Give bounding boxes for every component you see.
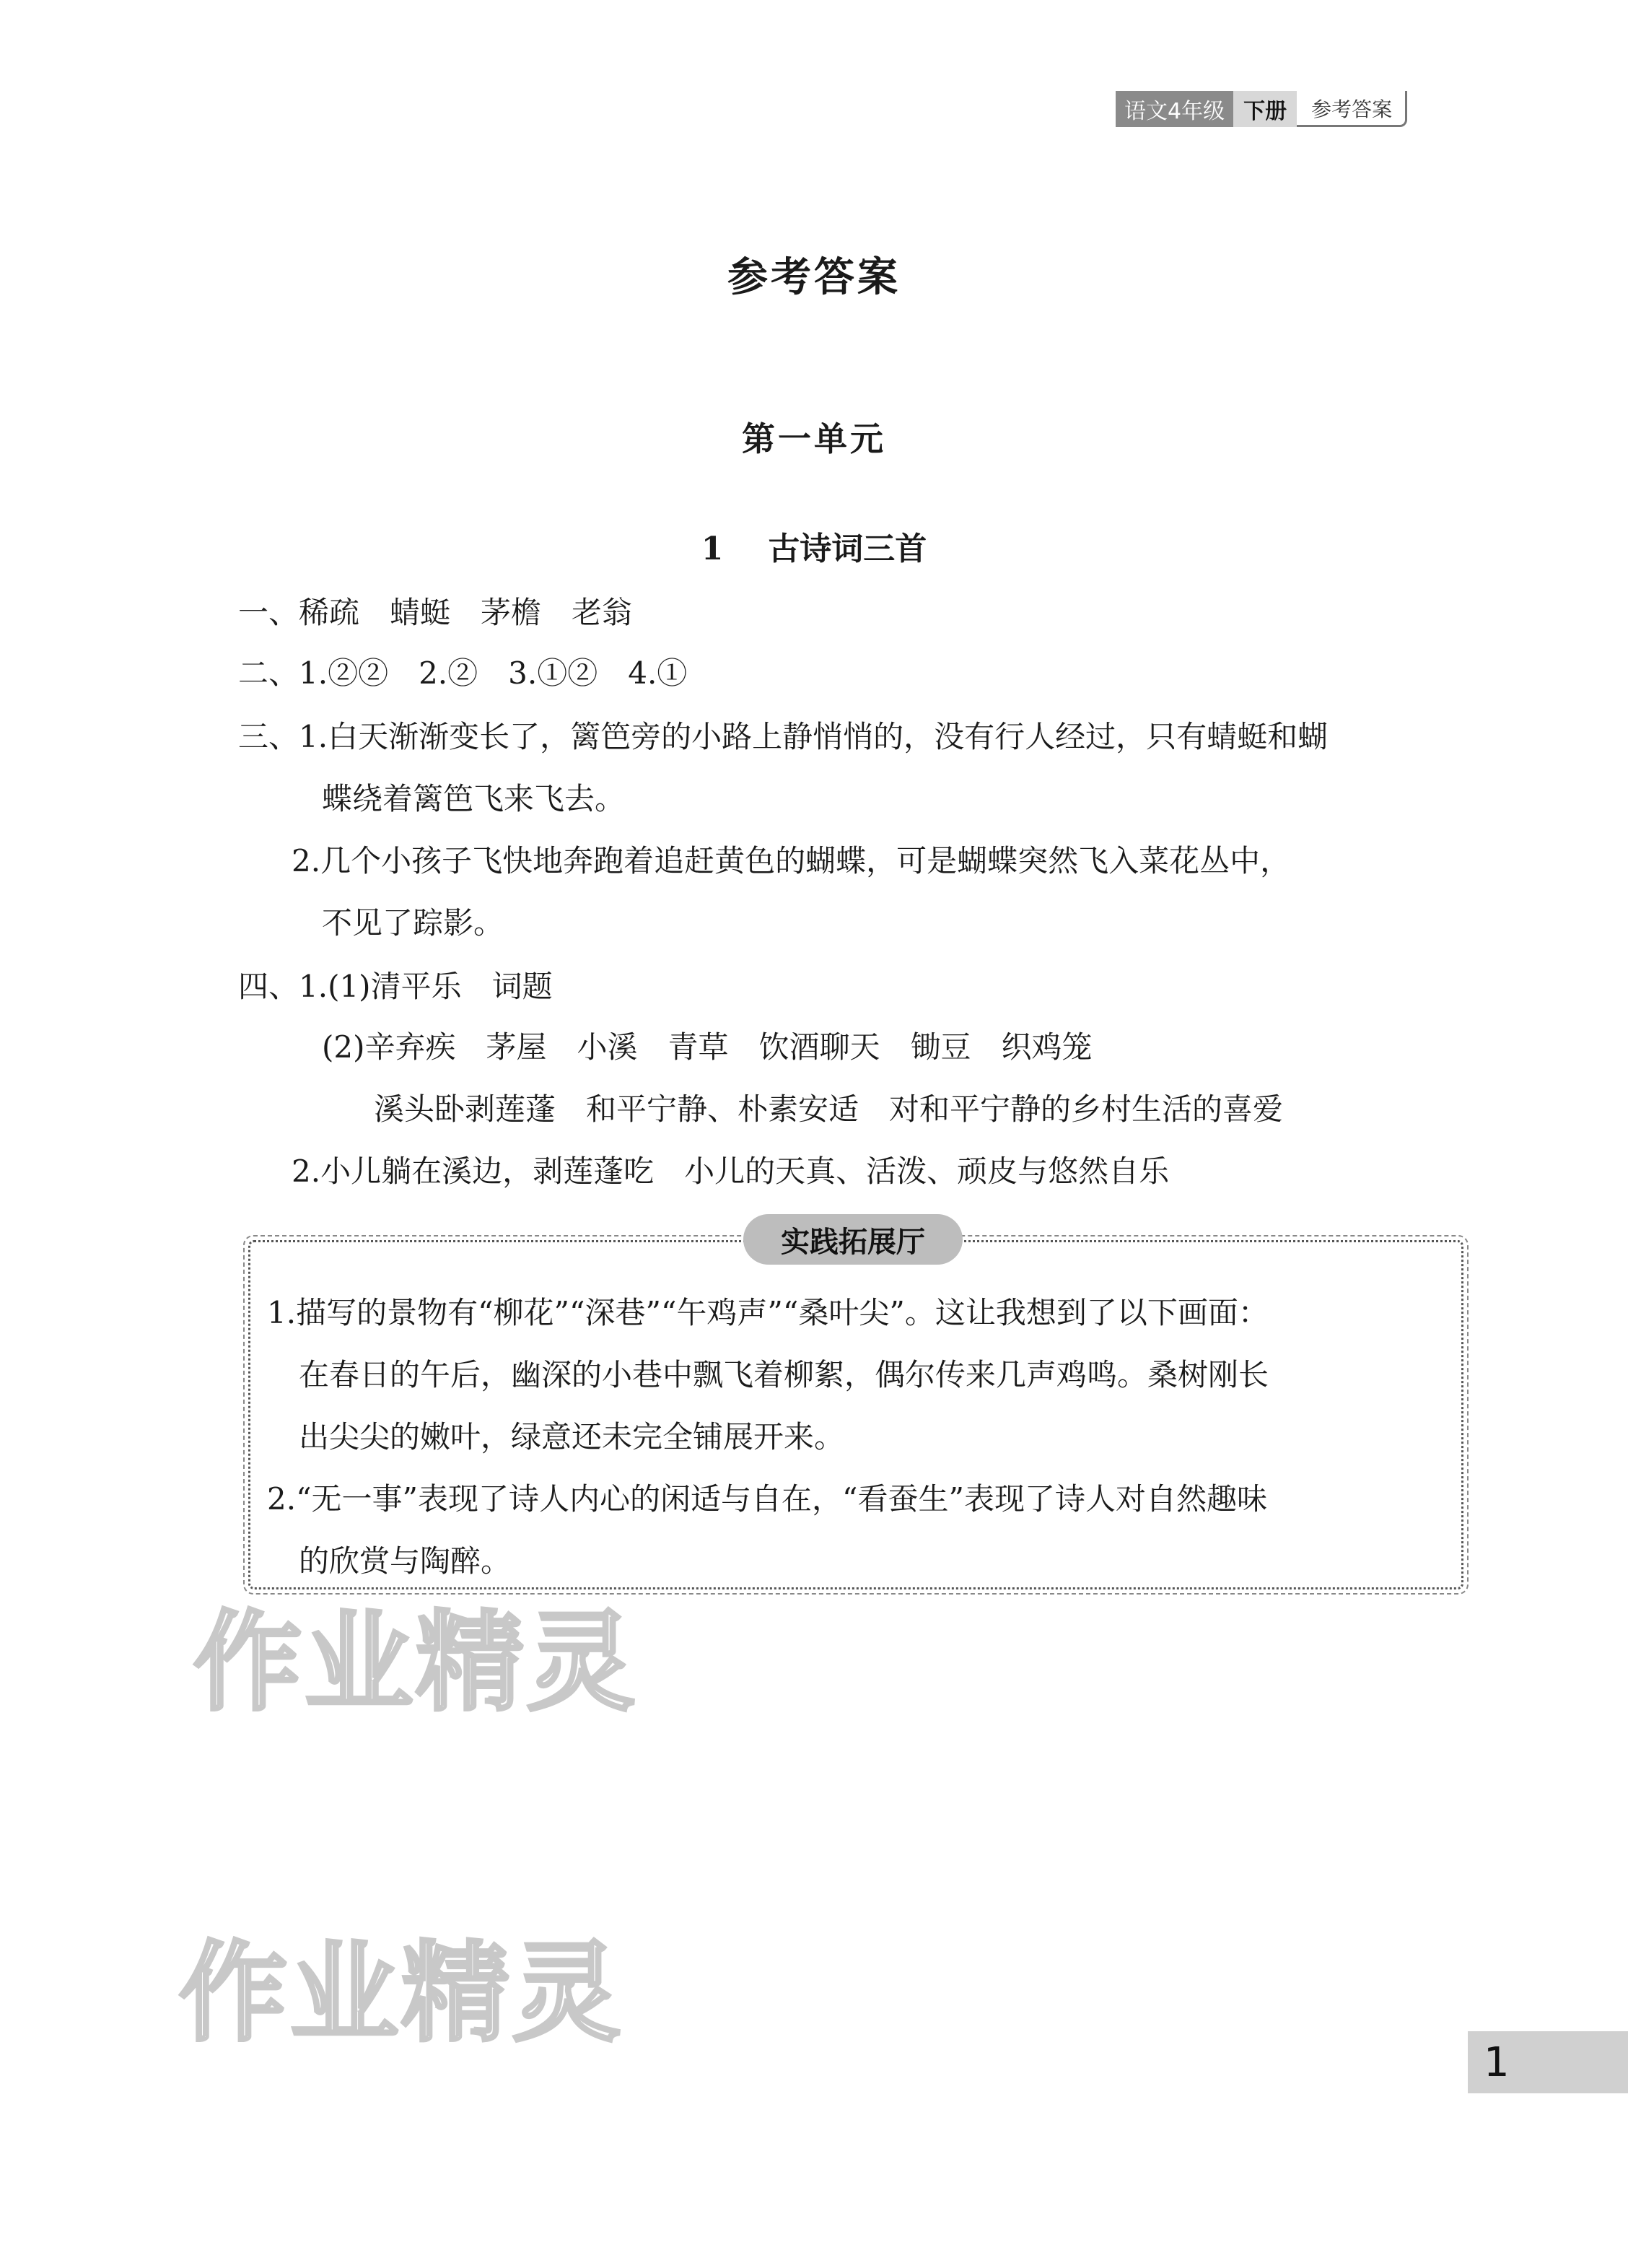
answer-line-q1: 一、稀疏 蜻蜓 茅檐 老翁: [238, 595, 633, 630]
header-volume: 下册: [1233, 91, 1297, 127]
page-number: 1: [1468, 2031, 1628, 2093]
answer-line-q4-3: 2.小儿躺在溪边，剥莲蓬吃 小儿的天真、活泼、顽皮与悠然自乐: [292, 1153, 1170, 1189]
practice-line-1a: 1.描写的景物有“柳花”“深巷”“午鸡声”“桑叶尖”。这让我想到了以下画面：: [267, 1295, 1269, 1330]
answer-line-q3-2a: 2.几个小孩子飞快地奔跑着追赶黄色的蝴蝶，可是蝴蝶突然飞入菜花丛中，: [292, 843, 1291, 878]
answer-line-q2: 二、1.②② 2.② 3.①② 4.①: [238, 655, 688, 691]
lesson-name: 古诗词三首: [768, 531, 927, 567]
practice-box: [248, 1240, 1463, 1589]
answer-line-q3-2b: 不见了踪影。: [322, 905, 504, 941]
practice-line-2b: 的欣赏与陶醉。: [299, 1543, 512, 1579]
practice-line-1c: 出尖尖的嫩叶，绿意还未完全铺展开来。: [299, 1419, 845, 1454]
header-subject: 语文4年级: [1116, 91, 1233, 127]
answer-line-q3-1b: 蝶绕着篱笆飞来飞去。: [322, 781, 626, 816]
watermark: 作业精灵: [193, 1600, 639, 1726]
unit-title: 第一单元: [742, 419, 886, 458]
lesson-title: [0, 523, 1628, 569]
header-section: 参考答案: [1297, 91, 1407, 127]
practice-line-2a: 2.“无一事”表现了诗人内心的闲适与自在，“看蚕生”表现了诗人对自然趣味: [267, 1481, 1267, 1517]
practice-label: 实践拓展厅: [743, 1214, 963, 1265]
answer-line-q4-2a: (2)辛弃疾 茅屋 小溪 青草 饮酒聊天 锄豆 织鸡笼: [322, 1029, 1093, 1065]
page-header: [1116, 91, 1407, 127]
answer-line-q4-1: 四、1.(1)清平乐 词题: [238, 969, 553, 1004]
answer-line-q4-2b: 溪头卧剥莲蓬 和平宁静、朴素安适 对和平宁静的乡村生活的喜爱: [374, 1091, 1284, 1127]
practice-line-1b: 在春日的午后，幽深的小巷中飘飞着柳絮，偶尔传来几声鸡鸣。桑树刚长: [299, 1357, 1269, 1392]
watermark: 作业精灵: [179, 1931, 624, 2057]
lesson-number: 1: [701, 531, 724, 567]
page-title: 参考答案: [727, 253, 901, 301]
answer-line-q3-1a: 三、1.白天渐渐变长了，篱笆旁的小路上静悄悄的，没有行人经过，只有蜻蜓和蝴: [238, 719, 1329, 754]
